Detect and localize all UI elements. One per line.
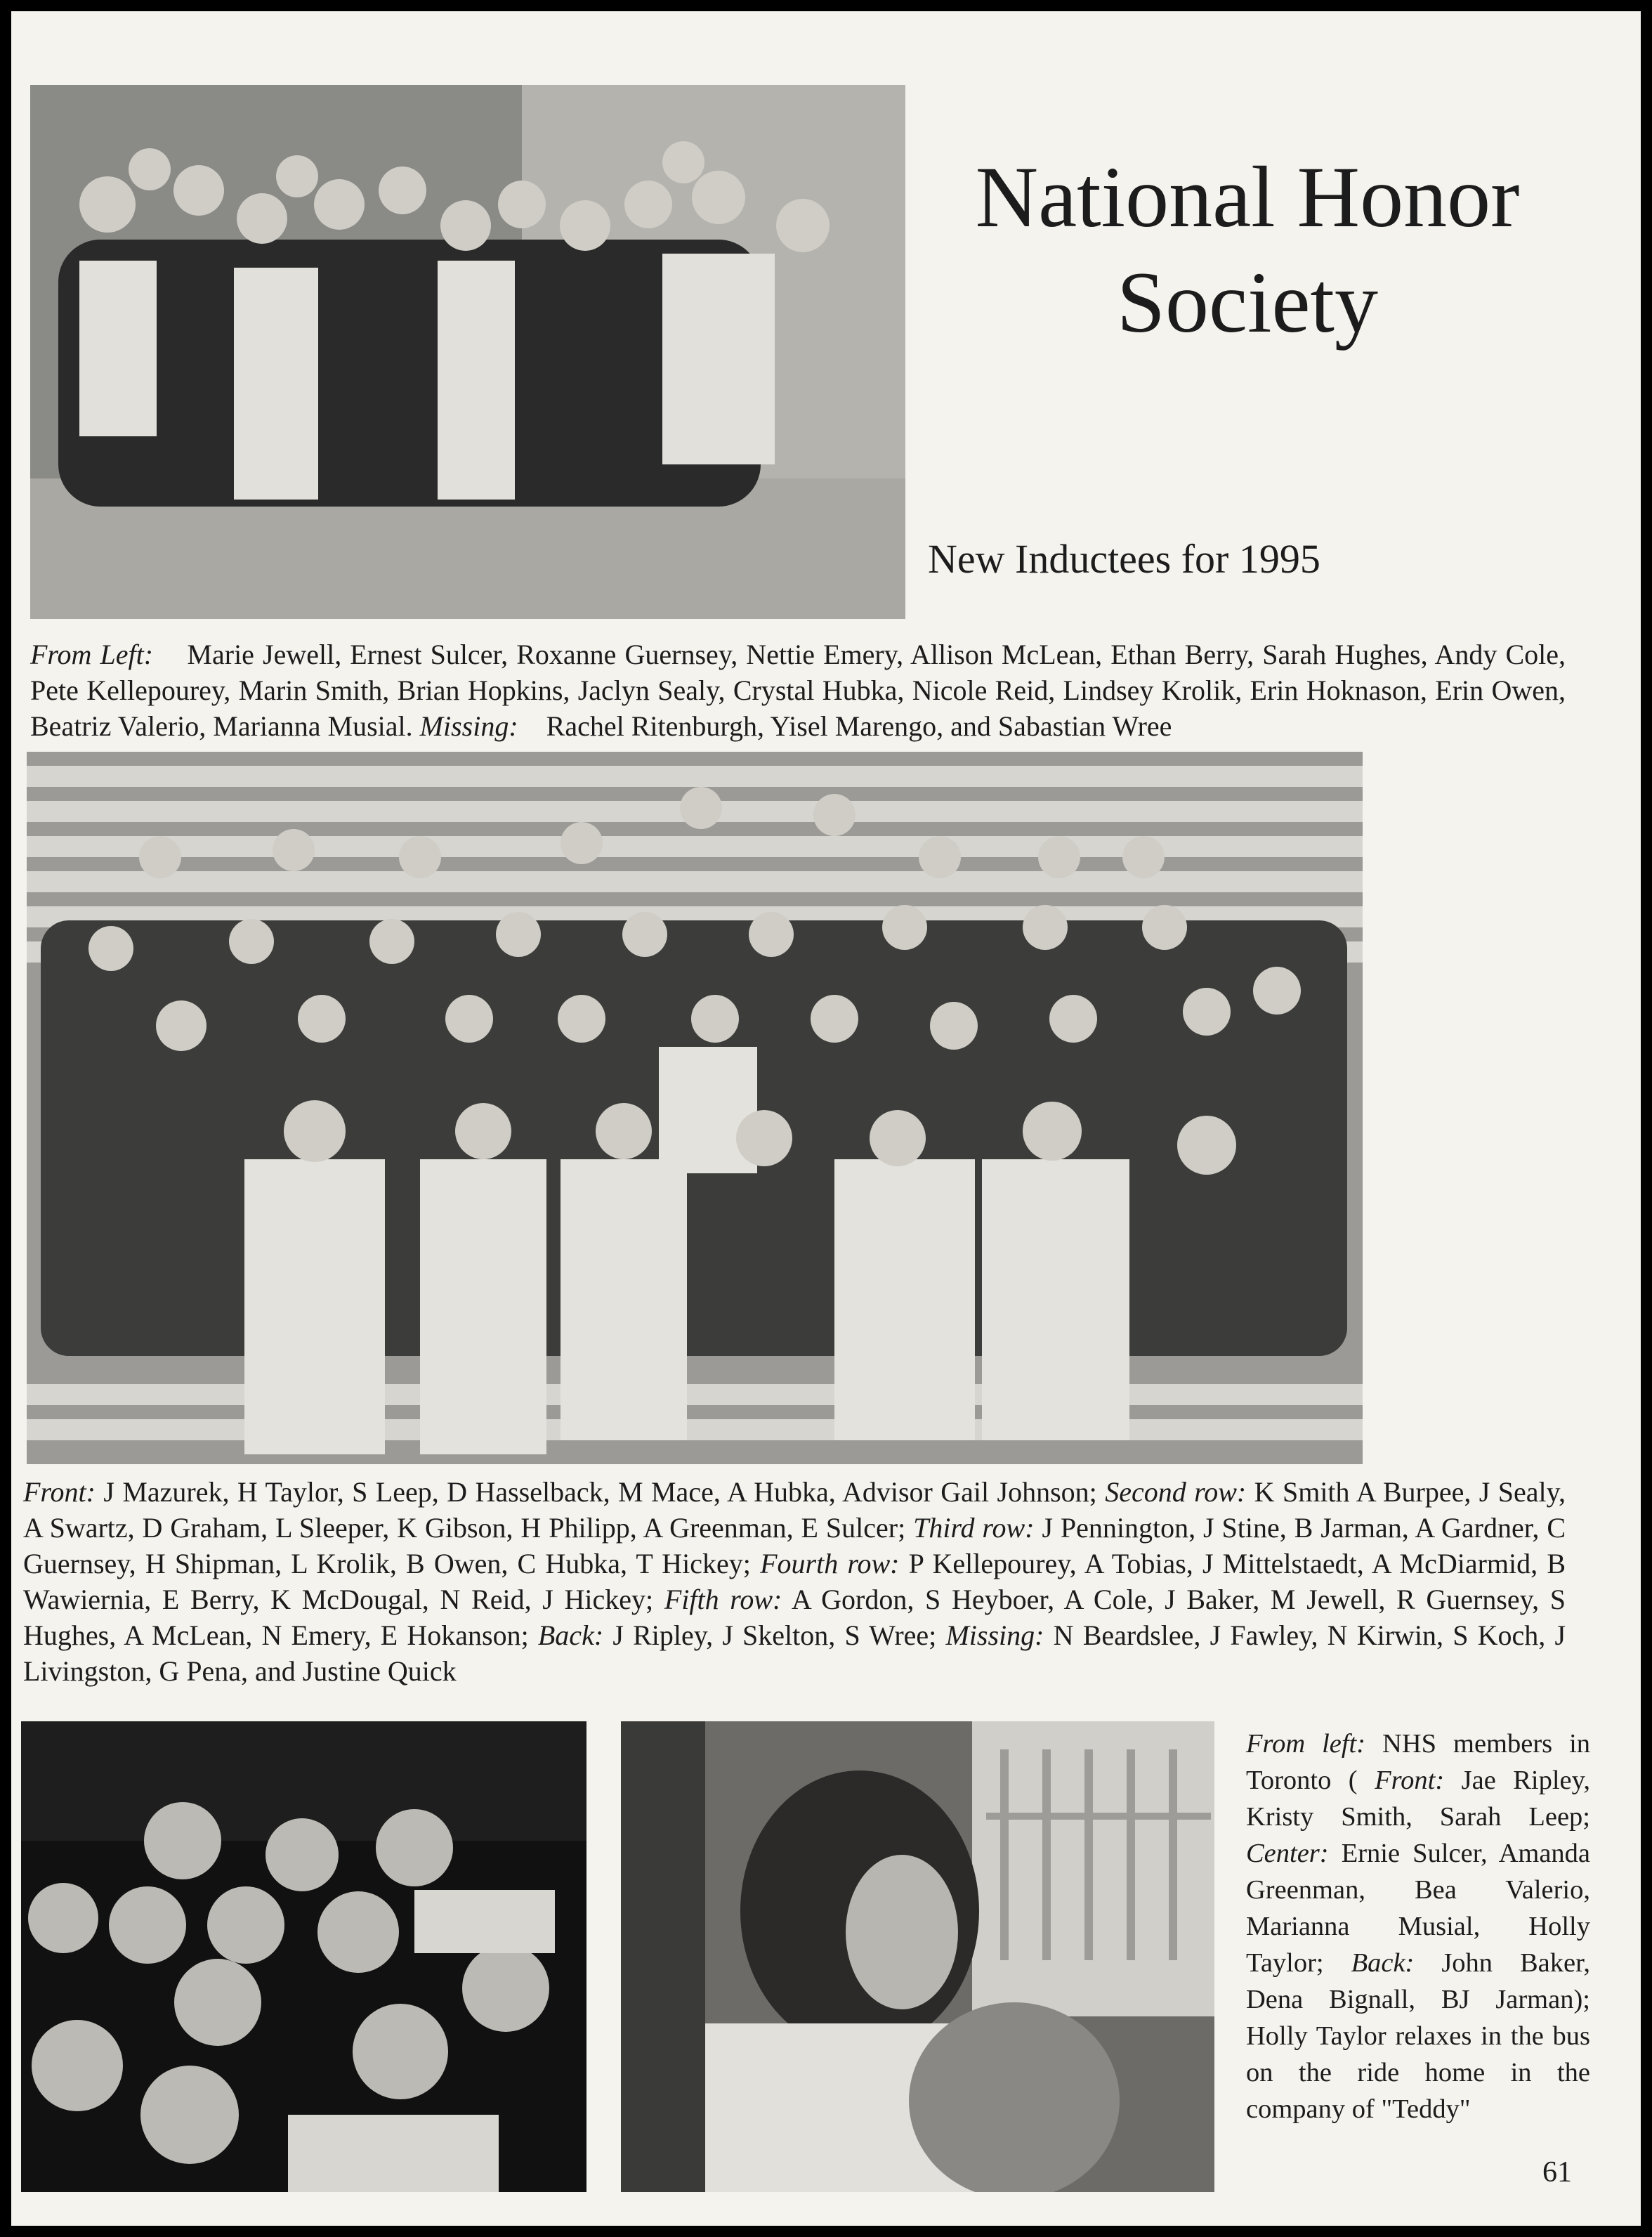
yearbook-page [11, 11, 1641, 2226]
inductee-names: Marie Jewell, Ernest Sulcer, Roxanne Guernsey, Nettie Emery, Allison McLean, Ethan Berry, Sarah Hughes, Andy Cole, Pete Kellepourey, Marin Smith, Brian Hopkins, Jaclyn Sealy, Crystal Hubka, Nicole Reid, Lindsey Krolik, Erin Hoknason, Erin Owen, Beatriz Valerio, Marianna Musial. [30, 639, 1566, 742]
inductees-caption [30, 637, 1566, 744]
bus-photo [621, 1721, 1214, 2192]
back-row-label: Back: [537, 1619, 604, 1651]
members-caption [23, 1474, 1566, 1689]
fourth-row-label: Fourth row: [760, 1548, 900, 1579]
fifth-row-label: Fifth row: [664, 1584, 782, 1615]
inductees-group-photo [30, 85, 905, 619]
second-row-names: K Smith A Burpee, J Sealy, A Swartz, D Graham, L Sleeper, K Gibson, H Philipp, A Greenman, E Sulcer; [23, 1476, 1566, 1544]
fifth-row-names: A Gordon, S Heyboer, A Cole, J Baker, M Jewell, R Guernsey, S Hughes, A McLean, N Emery, E Hokanson; [23, 1584, 1566, 1651]
toronto-back-label: Back: [1351, 1948, 1415, 1978]
toronto-text-1: NHS members in Toronto ( [1246, 1729, 1591, 1795]
members-missing-names: N Beardslee, J Fawley, N Kirwin, S Koch, J Livingston, G Pena, and Justine Quick [23, 1619, 1566, 1687]
toronto-lead: From left: [1246, 1729, 1366, 1759]
toronto-back-names: John Baker, Dena Bignall, BJ Jarman); Holly Taylor relaxes in the bus on the ride home in the company of "Teddy" [1246, 1948, 1591, 2124]
fourth-row-names: P Kellepourey, A Tobias, J Mittelstaedt, A McDiarmid, B Wawiernia, E Berry, K McDougal, N Reid, J Hickey; [23, 1548, 1566, 1615]
caption-lead: From Left: [30, 639, 154, 670]
page-subtitle: New Inductees for 1995 [928, 536, 1320, 582]
third-row-names: J Pennington, J Stine, B Jarman, A Gardner, C Guernsey, H Shipman, L Krolik, B Owen, C Hubka, T Hickey; [23, 1512, 1566, 1579]
front-label: Front: [23, 1476, 96, 1508]
third-row-label: Third row: [913, 1512, 1035, 1544]
toronto-caption [1246, 1726, 1590, 2127]
page-number: 61 [1542, 2156, 1572, 2189]
toronto-center-names: Ernie Sulcer, Amanda Greenman, Bea Valerio, Marianna Musial, Holly Taylor; [1246, 1839, 1590, 1978]
missing-label: Missing: [419, 710, 518, 742]
toronto-center-label: Center: [1246, 1839, 1329, 1868]
toronto-group-photo [21, 1721, 586, 2192]
toronto-front-label: Front: [1375, 1766, 1445, 1795]
members-missing-label: Missing: [945, 1619, 1044, 1651]
page-title: National Honor Society [975, 149, 1520, 351]
front-names: J Mazurek, H Taylor, S Leep, D Hasselback, M Mace, A Hubka, Advisor Gail Johnson; [103, 1476, 1097, 1508]
back-row-names: J Ripley, J Skelton, S Wree; [612, 1619, 937, 1651]
second-row-label: Second row: [1105, 1476, 1247, 1508]
missing-names: Rachel Ritenburgh, Yisel Marengo, and Sabastian Wree [546, 710, 1172, 742]
toronto-front-names: Jae Ripley, Kristy Smith, Sarah Leep; [1246, 1766, 1591, 1832]
members-group-photo [27, 752, 1363, 1464]
